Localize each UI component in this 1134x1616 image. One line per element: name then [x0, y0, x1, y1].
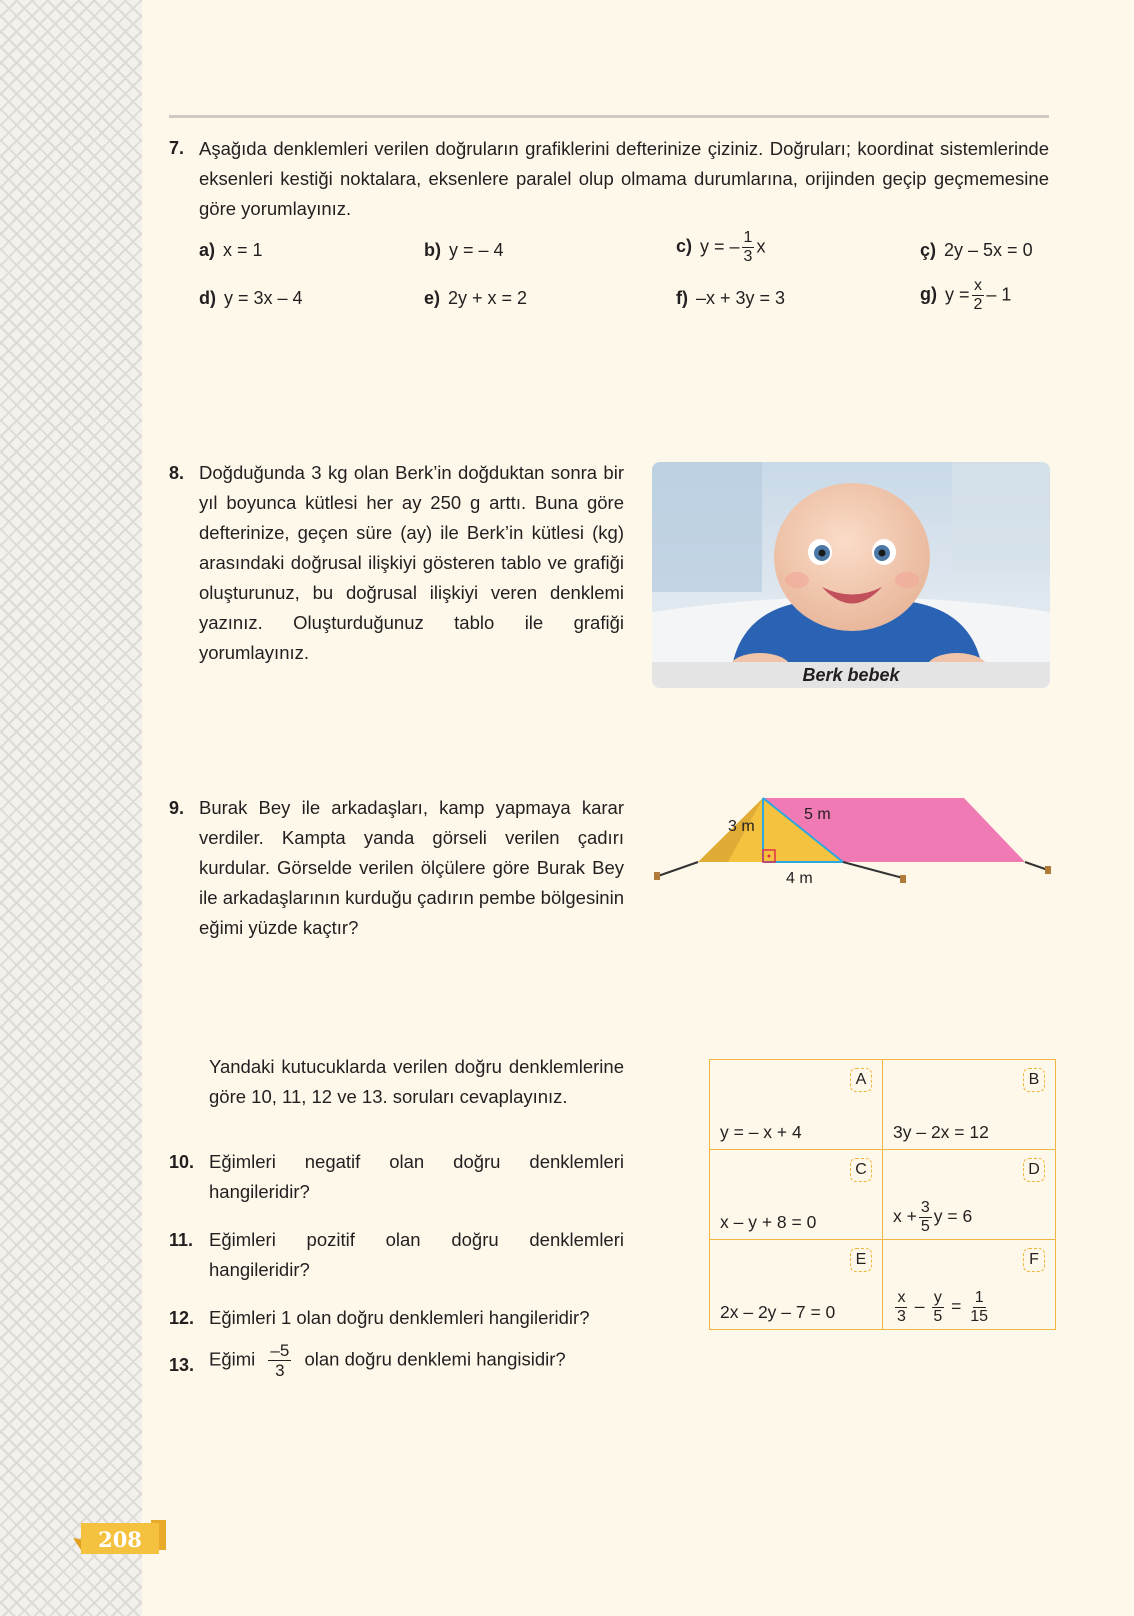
- box-e: E 2x – 2y – 7 = 0: [710, 1240, 883, 1330]
- q9-paragraph: Burak Bey ile arkadaşları, kamp yapmaya karar verdiler. Kampta yanda görseli verilen çadırı kurdular. Görselde verilen ölçülere göre Burak Bey ile arkadaşlarının kurduğu çadırın pembe bölgesinin eğimi yüzde kaçtır?: [199, 797, 624, 938]
- label-5m: 5 m: [804, 806, 831, 823]
- rope-middle: [843, 862, 903, 878]
- label-3m: 3 m: [728, 818, 755, 835]
- peg-left: [654, 872, 660, 880]
- page-number-badge: [73, 1520, 166, 1554]
- label-4m: 4 m: [786, 870, 813, 887]
- q7-item-f: f) –x + 3y = 3: [676, 288, 786, 308]
- q10-number: 10.: [169, 1152, 195, 1172]
- box-tag: D: [1023, 1158, 1045, 1182]
- box-c: C x – y + 8 = 0: [710, 1150, 883, 1240]
- q8-paragraph: Doğduğunda 3 kg olan Berk’in doğduktan sonra bir yıl boyunca kütlesi her ay 250 g arttı. Buna göre defterinize, geçen süre (ay) ile Berk’in kütlesi (kg) arasındaki doğrusal ilişkiyi gösteren tablo ve grafiği oluşturunuz, bu doğrusal ilişkiyi veren denklemi yazınız. Oluşturduğunuz tablo ile grafiği yorumlayınız.: [199, 462, 624, 663]
- intro-paragraph: Yandaki kutucuklarda verilen doğru denklemlerine göre 10, 11, 12 ve 13. soruları cevaplayınız.: [209, 1056, 624, 1107]
- box-tag: B: [1023, 1068, 1045, 1092]
- box-a: A y = – x + 4: [710, 1060, 883, 1150]
- q11-text: Eğimleri pozitif olan doğru denklemleri hangileridir?: [209, 1229, 624, 1280]
- box-tag: A: [850, 1068, 872, 1092]
- box-tag: C: [850, 1158, 872, 1182]
- peg-middle: [900, 875, 906, 883]
- q8-text: [199, 458, 624, 668]
- q7-item-cc: ç) 2y – 5x = 0: [920, 240, 1033, 260]
- equation-grid: [709, 1059, 1056, 1330]
- q7-paragraph: Aşağıda denklemleri verilen doğruların grafiklerini defterinize çiziniz. Doğruları; koordinat sistemlerinde eksenleri kestiği noktalara, eksenlere paralel olup olmama durumlarına, orijinden geçip geçmemesine göre yorumlayınız.: [199, 138, 1049, 219]
- fraction: $\frac{1}{15}$: [970, 1289, 989, 1325]
- q13-text: Eğimi $\frac{-5}{3}$ olan doğru denklemi hangisidir?: [209, 1341, 566, 1380]
- baby-illustration: [652, 462, 1050, 688]
- tent-diagram: [650, 790, 1060, 890]
- q7-item-b: b) y = – 4: [424, 240, 504, 260]
- fraction: $\frac{3}{5}$: [920, 1199, 930, 1235]
- q12-number: 12.: [169, 1308, 195, 1328]
- box-d: D x + $\frac{3}{5}$ y = 6: [883, 1150, 1056, 1240]
- q13-number: 13.: [169, 1355, 195, 1375]
- baby-photo: [652, 462, 1050, 688]
- box-tag: E: [850, 1248, 872, 1272]
- q7-text: [199, 134, 1049, 224]
- q7-item-c: c) y = – $\frac{1}{3}$ x: [676, 229, 766, 265]
- page-side-pattern: [0, 0, 142, 1616]
- fraction: $\frac{y}{5}$: [933, 1289, 943, 1325]
- q9-text: [199, 793, 624, 943]
- box-f: F $\frac{x}{3}$ – $\frac{y}{5}$ = $\frac{1}{15}$: [883, 1240, 1056, 1330]
- fraction: $\frac{x}{3}$: [897, 1289, 906, 1325]
- q9-number: 9.: [169, 798, 185, 818]
- fraction: $\frac{1}{3}$: [743, 229, 753, 265]
- rope-left: [658, 862, 698, 876]
- q7-item-e: e) 2y + x = 2: [424, 288, 528, 308]
- rope-right: [1025, 862, 1048, 870]
- box-tag: F: [1023, 1248, 1045, 1272]
- q7-item-a: a) x = 1: [199, 240, 263, 260]
- q7-item-d: d) y = 3x – 4: [199, 288, 303, 308]
- q7-number: 7.: [169, 138, 185, 158]
- q7-item-g: g) y = $\frac{x}{2}$ – 1: [920, 277, 1012, 313]
- peg-right: [1045, 866, 1051, 874]
- box-b: B 3y – 2x = 12: [883, 1060, 1056, 1150]
- photo-caption: Berk bebek: [652, 662, 1050, 688]
- q10-text: Eğimleri negatif olan doğru denklemleri hangileridir?: [209, 1151, 624, 1202]
- q12-text: Eğimleri 1 olan doğru denklemleri hangileridir?: [209, 1307, 590, 1328]
- q8-number: 8.: [169, 463, 185, 483]
- fraction: $\frac{x}{2}$: [973, 277, 983, 313]
- page-number: 208: [98, 1527, 142, 1552]
- q11-number: 11.: [169, 1230, 194, 1250]
- intro-text: [209, 1052, 624, 1112]
- fraction: $\frac{-5}{3}$: [270, 1341, 290, 1380]
- top-divider: [169, 115, 1049, 118]
